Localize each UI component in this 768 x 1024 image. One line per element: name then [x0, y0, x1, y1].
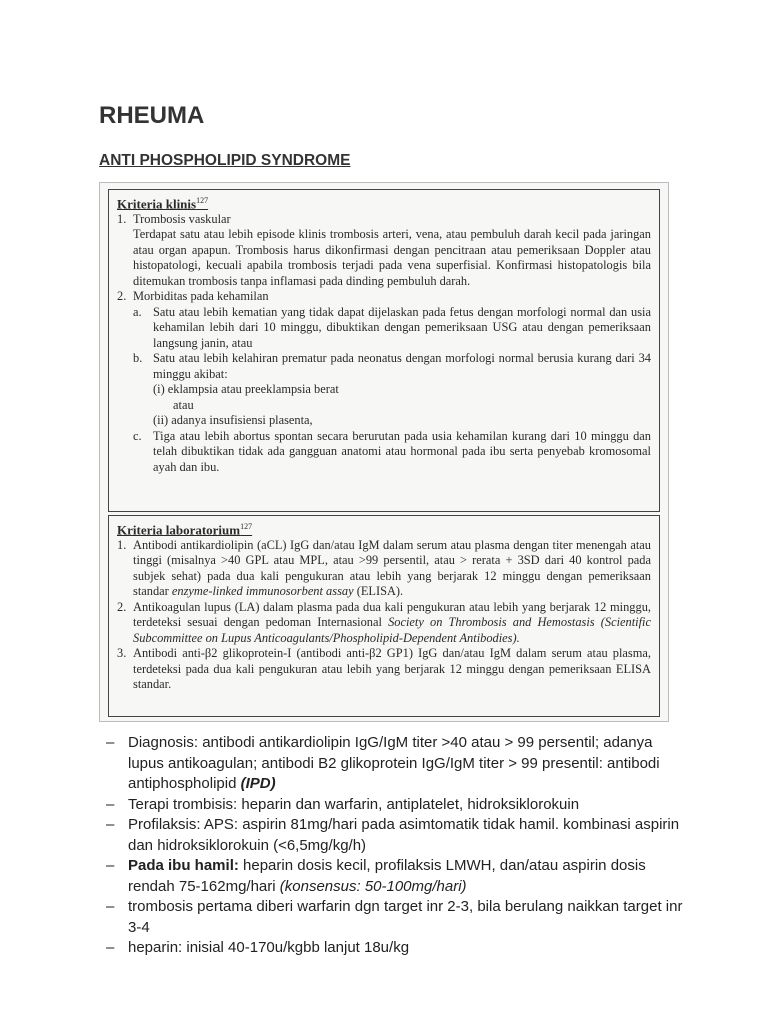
section-title: ANTI PHOSPHOLIPID SYNDROME	[99, 152, 351, 169]
list-item: – trombosis pertama diberi warfarin dgn target inr 2-3, bila berulang naikkan target inr 3-4	[106, 898, 683, 936]
clinical-item-2c: c. Tiga atau lebih abortus spontan secara berurutan pada usia kehamilan kurang dari 10 minggu dan telah dibuktikan tidak ada gangguan anatomi atau hormonal pada ibu serta penyebab kromosomal ayah dan ibu.	[133, 428, 651, 474]
clinical-item-1: 1. Trombosis vaskular	[117, 211, 231, 226]
clinical-item-2b: b. Satu atau lebih kelahiran prematur pada neonatus dengan morfologi normal berusia kurang dari 34 minggu akibat:	[133, 351, 651, 381]
list-item: – Pada ibu hamil: heparin dosis kecil, profilaksis LMWH, dan/atau aspirin dosis rendah 75-162mg/hari (konsensus: 50-100mg/hari)	[106, 857, 646, 895]
clinical-criteria-heading: Kriteria klinis$^{127}$	[117, 196, 209, 212]
list-item: – Profilaksis: APS: aspirin 81mg/hari pada asimtomatik tidak hamil. kombinasi aspirin dan hidroksiklorokuin (<6,5mg/kg/h)	[106, 816, 680, 854]
page-title: RHEUMA	[99, 102, 205, 129]
lab-criteria-box	[108, 515, 660, 717]
lab-item-2: 2. Antikoagulan lupus (LA) dalam plasma pada dua kali pengukuran atau lebih yang berjarak 12 minggu, terdeteksi sesuai dengan pedoman Internasional Society on Thrombosis and Hemostasis (Scientific Subcommittee on Lupus Anticoagulants/Phospholipid-Dependent Antibodies).	[117, 599, 651, 645]
clinical-item-2b-i: (i) eklampsia atau preeklampsia berat	[153, 382, 339, 397]
lab-criteria-heading: Kriteria laboratorium$^{127}$	[117, 522, 253, 538]
clinical-item-2a: a. Satu atau lebih kematian yang tidak dapat dijelaskan pada fetus dengan morfologi normal dan usia kehamilan lebih dari 10 minggu, dibuktikan dengan pemeriksaan USG atau dengan pemeriksaan langsung janin, atau	[133, 304, 651, 350]
scanned-criteria-image	[99, 182, 669, 722]
lab-item-3: 3. Antibodi anti-β2 glikoprotein-I (antibodi anti-β2 GP1) IgG dan/atau IgM dalam serum atau plasma, terdeteksi pada dua kali pengukuran atau lebih yang berjarak 12 minggu dengan pemeriksaan ELISA standar.	[117, 646, 651, 692]
clinical-item-2b-ii: (ii) adanya insufisiensi plasenta,	[153, 413, 313, 428]
clinical-item-2b-or: atau	[173, 397, 194, 412]
clinical-item-2: 2. Morbiditas pada kehamilan	[117, 289, 269, 304]
list-item: – Terapi trombisis: heparin dan warfarin, antiplatelet, hidroksiklorokuin	[106, 795, 580, 813]
notes-list	[106, 733, 686, 959]
clinical-item-1-text: Terdapat satu atau lebih episode klinis trombosis arteri, vena, atau pembuluh darah kecil pada jaringan atau organ apapun. Trombosis harus dikonfirmasi dengan pencitraan atau pemeriksaan Doppler atau histopatologi, kecuali apabila trombosis terjadi pada vena superfisial. Konfirmasi histopatologis bila ditemukan trombosis tanpa inflamasi pada dinding pembuluh darah.	[133, 227, 651, 288]
list-item: – Diagnosis: antibodi antikardiolipin IgG/IgM titer >40 atau > 99 persentil; adanya lupus antikoagulan; antibodi B2 glikoprotein IgG/IgM titer > 99 presentil: antibodi antiphospholipid (IPD)	[106, 734, 660, 792]
lab-item-1: 1. Antibodi antikardiolipin (aCL) IgG dan/atau IgM dalam serum atau plasma dengan titer menengah atau tinggi (misalnya >40 GPL atau MPL, atau >99 persentil, atau > rerata + 3SD dari 40 kontrol pada subjek sehat) pada dua kali pengukuran atau lebih yang berjarak 12 minggu dengan pemeriksaan standar enzyme-linked immunosorbent assay (ELISA).	[117, 537, 651, 599]
clinical-criteria-box	[108, 189, 660, 512]
list-item: – heparin: inisial 40-170u/kgbb lanjut 18u/kg	[106, 939, 410, 956]
